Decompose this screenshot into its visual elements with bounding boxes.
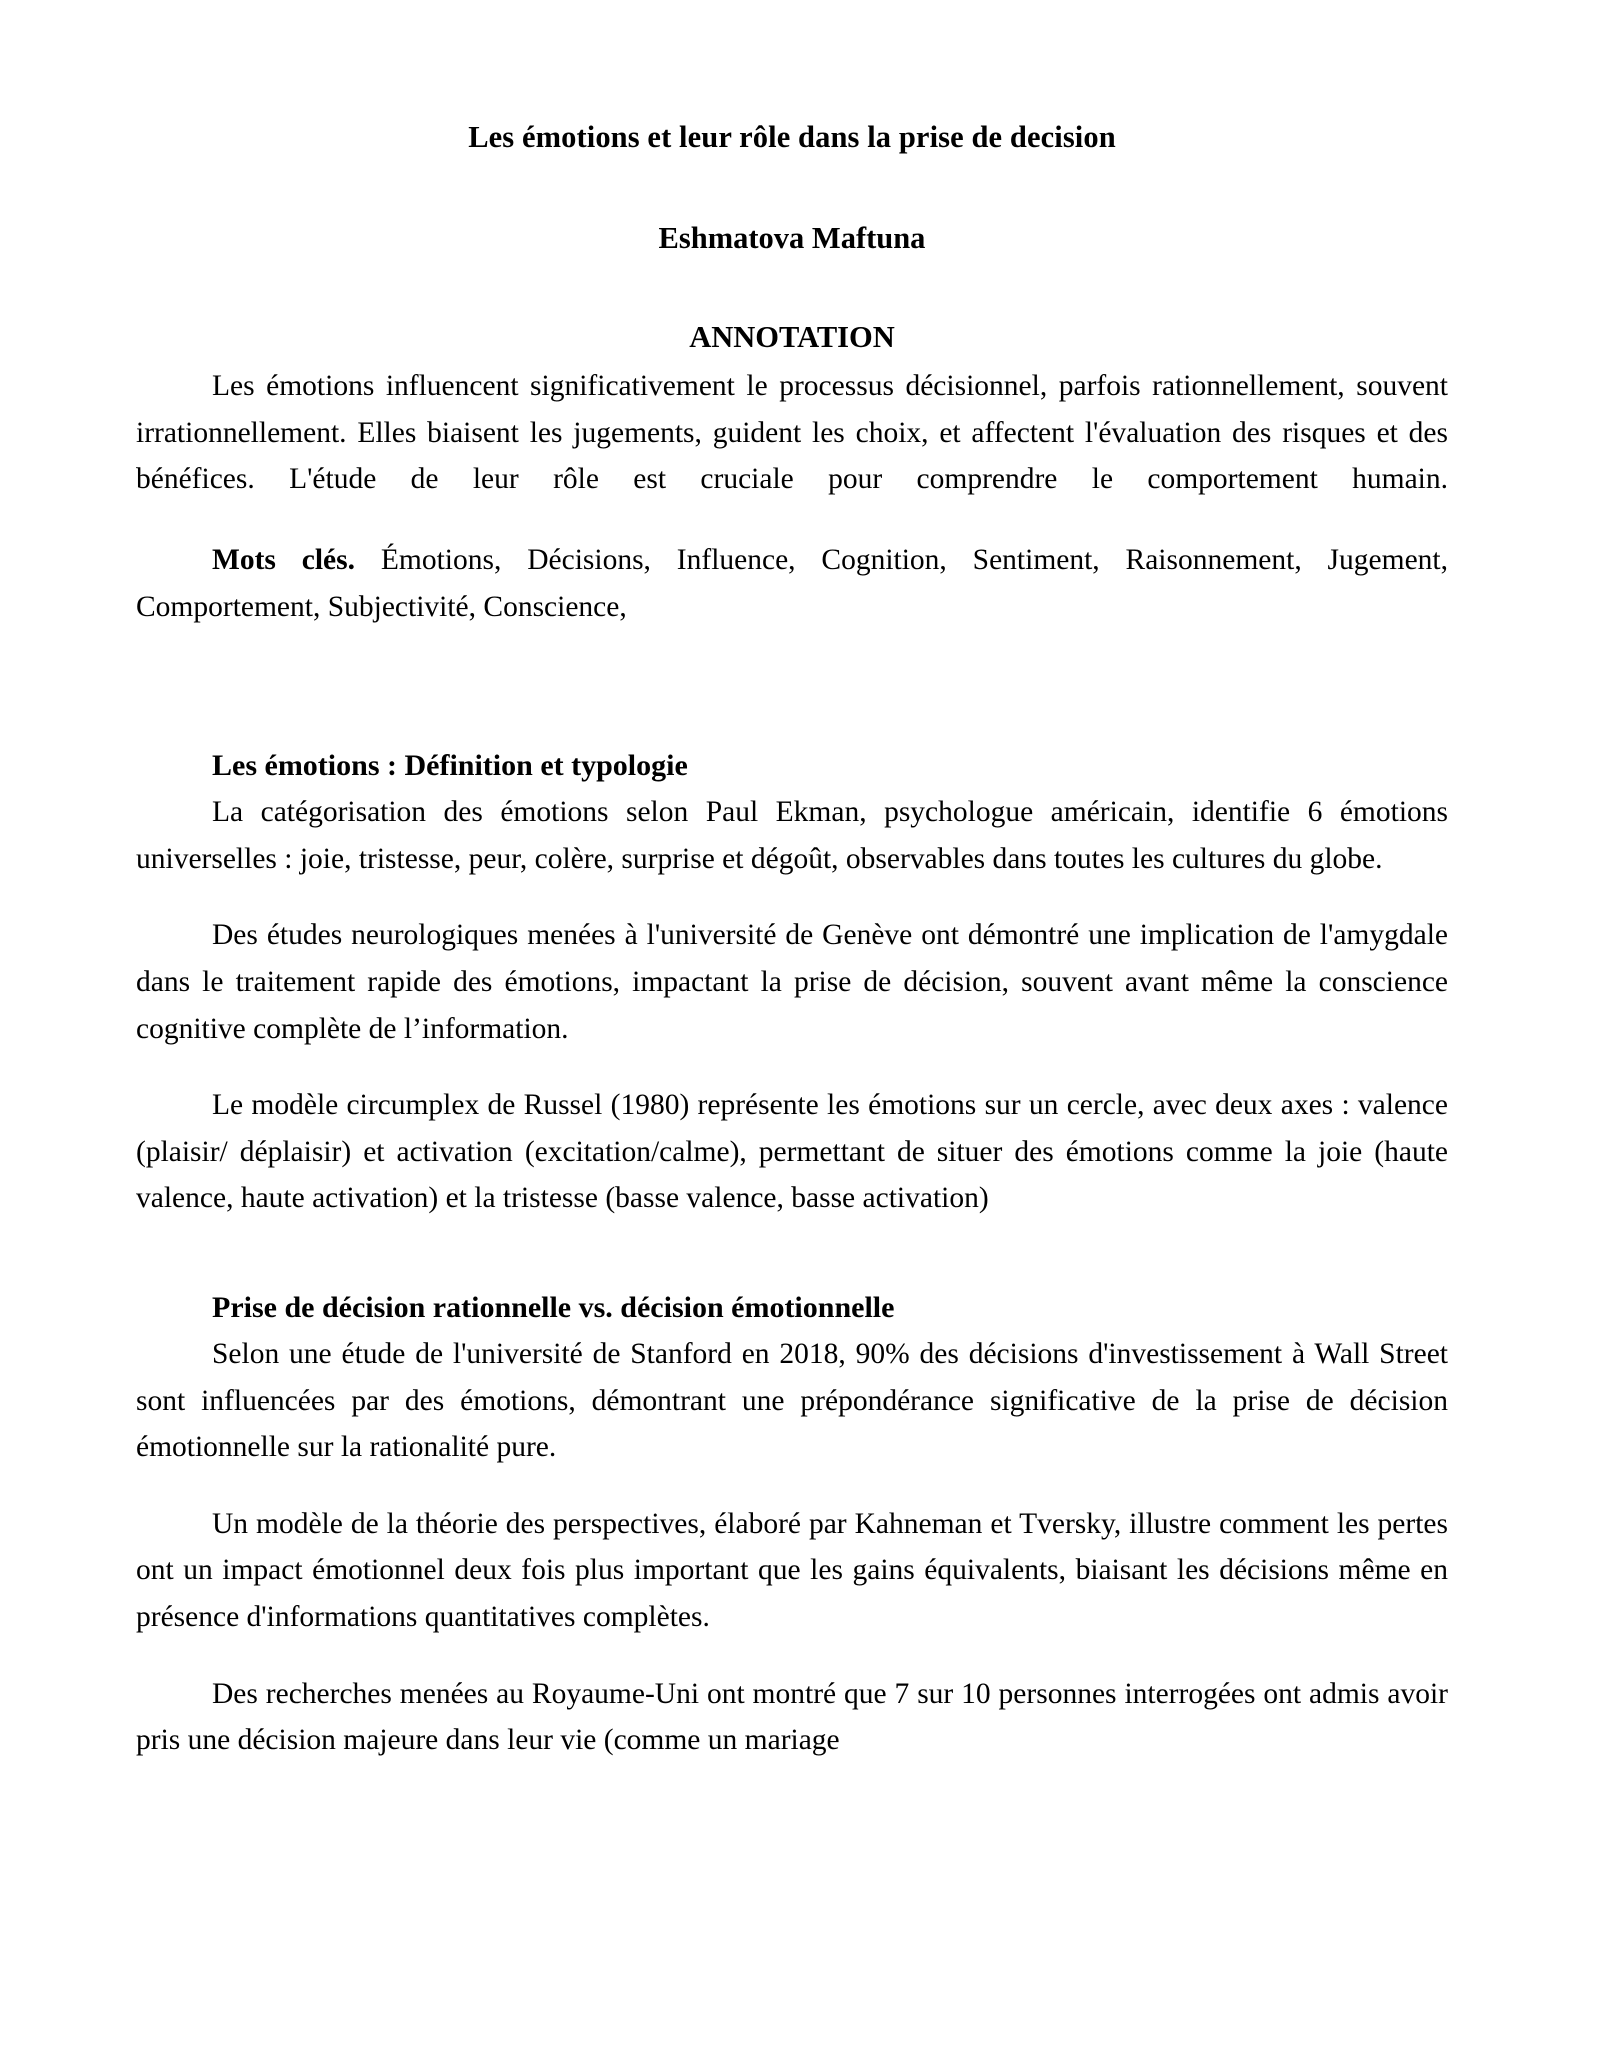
paragraph-spacer (136, 1052, 1448, 1082)
keywords-list: Émotions, Décisions, Influence, Cognition, Sentiment, Raisonnement, Jugement, Comportement, Subjectivité, Conscience, (136, 543, 1448, 623)
paragraph-ekman-categorisation: La catégorisation des émotions selon Paul Ekman, psychologue américain, identifie 6 émotions universelles : joie, tristesse, peur, colère, surprise et dégoût, observables dans toutes les cultures du globe. (136, 796, 1448, 875)
paragraph-spacer (136, 1641, 1448, 1671)
paragraph-spacer (136, 882, 1448, 912)
keywords-paragraph (136, 537, 1448, 630)
paragraph-uk-research: Des recherches menées au Royaume-Uni ont montré que 7 sur 10 personnes interrogées ont admis avoir pris une décision majeure dans leur vie (comme un mariage (136, 1677, 1448, 1757)
page-title: Les émotions et leur rôle dans la prise de decision (468, 120, 1116, 154)
annotation-paragraph: Les émotions influencent significativement le processus décisionnel, parfois rationnellement, souvent irrationnellement. Elles biaisent les jugements, guident les choix, et affectent l'évaluation des risques et des bénéfices. L'étude de leur rôle est cruciale pour comprendre le comportement humain. (136, 370, 1448, 496)
section-spacer (136, 630, 1448, 746)
section-spacer (136, 1222, 1448, 1288)
paragraph-geneva-amygdala: Des études neurologiques menées à l'université de Genève ont démontré une implication de l'amygdale dans le traitement rapide des émotions, impactant la prise de décision, souvent avant même la conscience cognitive complète de l’information. (136, 919, 1448, 1045)
section-heading-rational-vs-emotional: Prise de décision rationnelle vs. décision émotionnelle (212, 1291, 895, 1325)
annotation-heading: ANNOTATION (689, 320, 895, 355)
paragraph-russel-circumplex: Le modèle circumplex de Russel (1980) représente les émotions sur un cercle, avec deux axes : valence (plaisir/ déplaisir) et activation (excitation/calme), permettant de situer des émotions comme la joie (haute valence, haute activation) et la tristesse (basse valence, basse activation) (136, 1089, 1448, 1215)
paragraph-stanford-study: Selon une étude de l'université de Stanford en 2018, 90% des décisions d'investissement à Wall Street sont influencées par des émotions, démontrant une prépondérance significative de la prise de décision émotionnelle sur la rationalité pure. (136, 1338, 1448, 1464)
paragraph-kahneman-tversky: Un modèle de la théorie des perspectives, élaboré par Kahneman et Tversky, illustre comment les pertes ont un impact émotionnel deux fois plus important que les gains équivalents, biaisant les décisions même en présence d'informations quantitatives complètes. (136, 1507, 1448, 1634)
keywords-label: Mots clés. (212, 543, 356, 576)
paragraph-spacer (136, 1471, 1448, 1501)
section-heading-emotions-definition: Les émotions : Définition et typologie (212, 749, 688, 783)
author-name: Eshmatova Maftuna (658, 221, 926, 256)
